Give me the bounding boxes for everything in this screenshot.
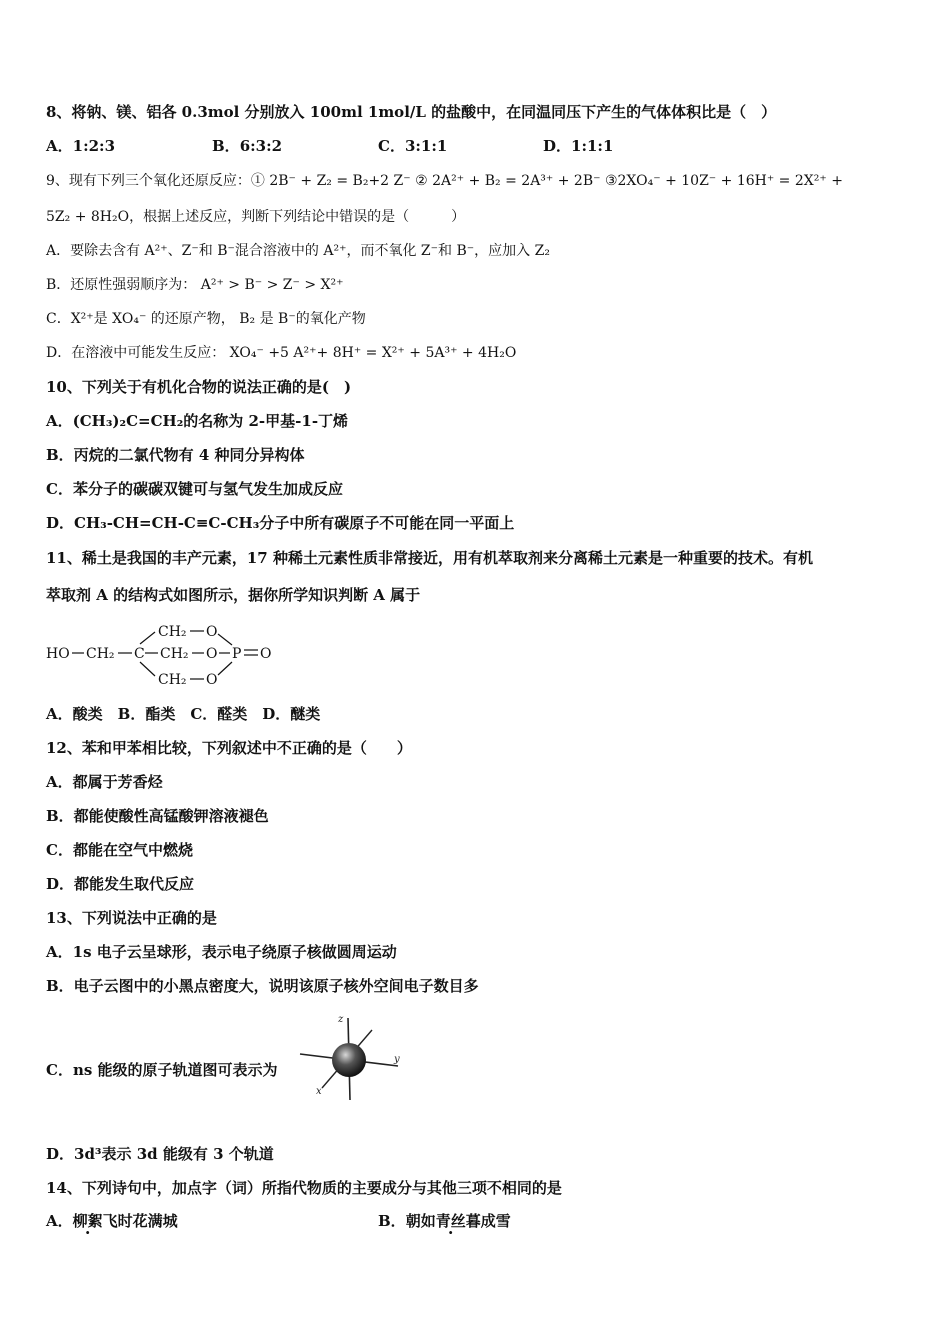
q10-option-c: C．苯分子的碳碳双键可与氢气发生加成反应 <box>46 480 343 498</box>
q9-option-c: C．X²⁺是 XO₄⁻ 的还原产物， B₂ 是 B⁻的氧化产物 <box>46 311 366 327</box>
q8-option-c: C．3:1:1 <box>378 137 448 155</box>
q14-option-b-letter: B． <box>378 1212 406 1230</box>
q13-stem: 13、下列说法中正确的是 <box>46 909 217 927</box>
q13-option-c: C．ns 能级的原子轨道图可表示为 <box>46 1061 278 1079</box>
q10-option-d: D．CH₃-CH=CH-C≡C-CH₃分子中所有碳原子不可能在同一平面上 <box>46 514 515 532</box>
q10-stem: 10、下列关于有机化合物的说法正确的是( ) <box>46 378 352 396</box>
struct-ch2-bottom: CH₂ <box>158 672 187 688</box>
axis-z-label: z <box>338 1014 344 1025</box>
struct-p: P <box>232 646 242 662</box>
q11-stem-line2: 萃取剂 A 的结构式如图所示，据你所学知识判断 A 属于 <box>46 586 421 604</box>
struct-ch2-mid: CH₂ <box>160 646 189 662</box>
q9-option-d: D．在溶液中可能发生反应： XO₄⁻ +5 A²⁺+ 8H⁺ = X²⁺ + 5A³⁺ + 4H₂O <box>46 345 517 361</box>
q12-option-c: C．都能在空气中燃烧 <box>46 841 193 859</box>
q14-option-a-letter: A． <box>46 1212 73 1230</box>
q13-option-b: B．电子云图中的小黑点密度大，说明该原子核外空间电子数目多 <box>46 977 479 995</box>
axis-y-label: y <box>394 1054 400 1065</box>
q12-option-d: D．都能发生取代反应 <box>46 875 195 893</box>
q8-option-d: D．1:1:1 <box>543 137 614 155</box>
q14-stem: 14、下列诗句中，加点字（词）所指代物质的主要成分与其他三项不相同的是 <box>46 1179 562 1197</box>
q9-option-a: A．要除去含有 A²⁺、Z⁻和 B⁻混合溶液中的 A²⁺，而不氧化 Z⁻和 B⁻，应加入 Z₂ <box>46 243 550 259</box>
q10-option-b: B．丙烷的二氯代物有 4 种同分异构体 <box>46 446 305 464</box>
struct-o-bottom: O <box>206 672 218 688</box>
q11-options: A．酸类 B．酯类 C．醛类 D．醚类 <box>46 705 321 723</box>
orbital-sphere <box>332 1043 366 1077</box>
q14-option-a <box>46 1211 178 1231</box>
struct-ch2-top: CH₂ <box>158 624 187 640</box>
struct-ho: HO <box>46 646 70 662</box>
axis-x-label: x <box>316 1086 322 1097</box>
struct-c-center: C <box>134 646 145 662</box>
q14-option-a-rest: 飞时花满城 <box>102 1212 178 1230</box>
q12-stem: 12、苯和甲苯相比较，下列叙述中不正确的是（ ） <box>46 739 412 757</box>
q8-stem: 8、将钠、镁、铝各 0.3mol 分别放入 100ml 1mol/L 的盐酸中，在同温同压下产生的气体体积比是（ ） <box>46 103 777 121</box>
struct-ch2-left: CH₂ <box>86 646 115 662</box>
struct-o-top: O <box>206 624 218 640</box>
q10-option-a: A．(CH₃)₂C=CH₂的名称为 2-甲基-1-丁烯 <box>46 412 349 430</box>
q14-option-a-dotted: 柳絮 <box>72 1212 103 1230</box>
q8-option-a: A．1:2:3 <box>46 137 116 155</box>
q9-option-b: B．还原性强弱顺序为： A²⁺ > B⁻ > Z⁻ > X²⁺ <box>46 277 344 293</box>
q11-stem-line1: 11、稀土是我国的丰产元素，17 种稀土元素性质非常接近，用有机萃取剂来分离稀土元素是一种重要的技术。有机 <box>46 549 813 567</box>
s-orbital-diagram <box>296 1010 406 1106</box>
q13-option-a: A．1s 电子云呈球形，表示电子绕原子核做圆周运动 <box>46 943 397 961</box>
q14-option-b-rest: 暮成雪 <box>465 1212 511 1230</box>
q9-stem-line2: 5Z₂ + 8H₂O，根据上述反应，判断下列结论中错误的是（ ） <box>46 209 466 225</box>
q14-option-b <box>378 1211 511 1231</box>
q14-option-b-dotted: 青丝 <box>435 1212 466 1230</box>
struct-o-double: O <box>260 646 272 662</box>
q12-option-a: A．都属于芳香烃 <box>46 773 163 791</box>
q13-option-d: D．3d³表示 3d 能级有 3 个轨道 <box>46 1145 274 1163</box>
struct-o-mid: O <box>206 646 218 662</box>
q8-option-b: B．6:3:2 <box>212 137 283 155</box>
q12-option-b: B．都能使酸性高锰酸钾溶液褪色 <box>46 807 269 825</box>
q9-stem-line1: 9、现有下列三个氧化还原反应：① 2B⁻ + Z₂ = B₂+2 Z⁻ ② 2A²⁺ + B₂ = 2A³⁺ + 2B⁻ ③2XO₄⁻ + 10Z⁻ + 16H⁺ = 2X²⁺ + <box>46 173 843 189</box>
q11-structure-diagram <box>44 620 284 692</box>
q14-option-b-pre: 朝如 <box>405 1212 436 1230</box>
